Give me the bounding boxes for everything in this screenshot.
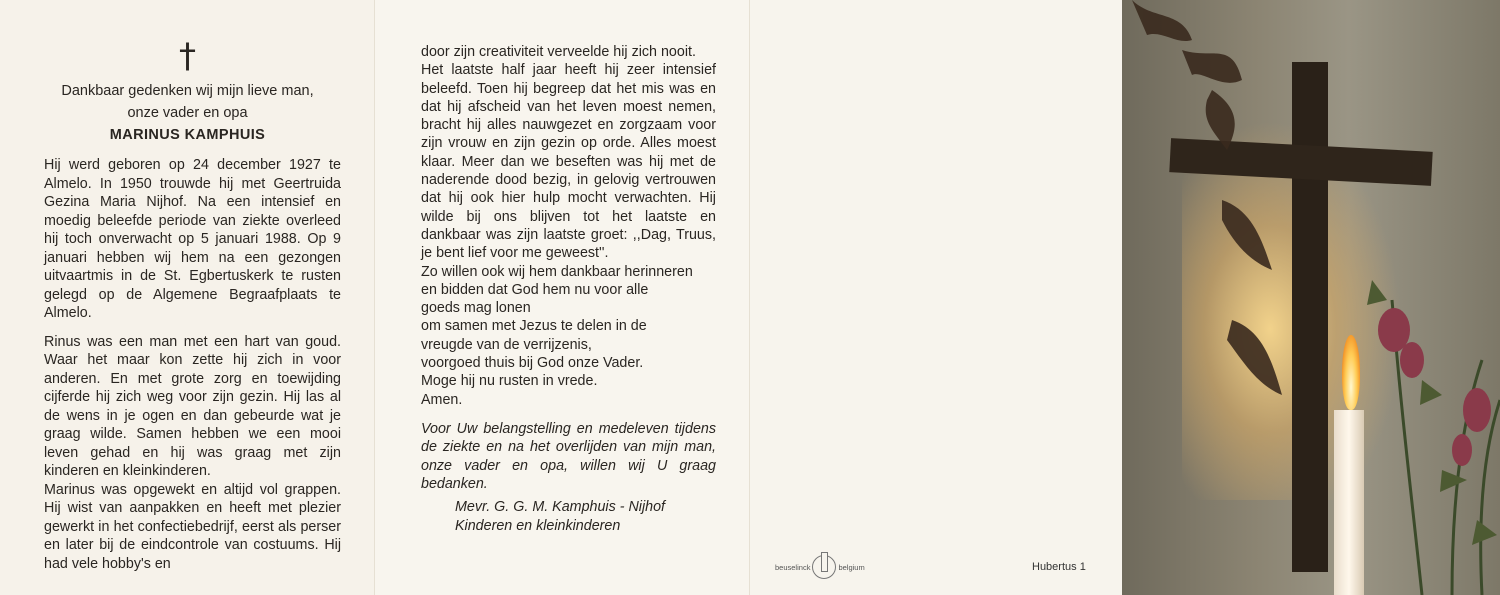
signature-family: Kinderen en kleinkinderen	[455, 518, 621, 535]
prayer-block	[421, 263, 716, 409]
dried-leaves-icon	[1122, 0, 1500, 595]
prayer-line: om samen met Jezus te delen in de	[421, 318, 647, 335]
left-text-panel	[0, 0, 375, 595]
continuation-paragraph: door zijn creativiteit verveelde hij zich nooit.	[421, 44, 696, 60]
cross-icon: †	[179, 36, 196, 76]
prayer-line: goeds mag lonen	[421, 300, 531, 317]
biography-paragraph-2: Rinus was een man met een hart van goud. Waar het maar kon zette hij zich in voor anderen. En met grote zorg en toewijding cijferde hij zich weg voor zijn gezin. Hij las al de wens in je ogen en dan gebeurde wat je graag wilde. Samen hebben we een mooi leven gehad en hij was graag met zijn kinderen en kleinkinderen.	[44, 333, 341, 479]
printer-country: belgium	[838, 562, 865, 572]
middle-text-panel	[375, 0, 750, 595]
deceased-name: MARINUS KAMPHUIS	[109, 127, 266, 143]
prayer-line: Amen.	[421, 391, 463, 408]
thanks-paragraph: Voor Uw belangstelling en medeleven tijdens de ziekte en na het overlijden van mijn man, onze vader en opa, willen wij U graag bedanken.	[421, 420, 716, 492]
last-months-paragraph: Het laatste half jaar heeft hij zeer intensief beleefd. Toen hij begreep dat het mis was en dat hij afscheid van het leven moest nemen, bracht hij alles nauwgezet en zorgzaam voor zijn vrouw en zijn gezin op orde. Alles moest klaar. Meer dan we beseften was hij met de naderende dood bezig, in gelovig vertrouwen dat hij ook hier hulp mocht verwachten. Hij wilde bij ons blijven tot het laatste en dankbaar was zijn laatste groet: ,,Dag, Truus, je bent lief voor me geweest''.	[421, 62, 716, 262]
cross-candle-photo	[1122, 0, 1500, 595]
intro-line-1: Dankbaar gedenken wij mijn lieve man,	[61, 83, 314, 99]
printer-mark	[775, 555, 865, 579]
prayer-line: Moge hij nu rusten in vrede.	[421, 373, 598, 390]
biography-paragraph-3: Marinus was opgewekt en altijd vol grappen. Hij wist van aanpakken en heeft met plezier gewerkt in het confectiebedrijf, eerst als perser en later bij de eindcontrole van costuums. Hij had vele hobby's en	[44, 481, 341, 572]
biography-paragraph-1: Hij werd geboren op 24 december 1927 te Almelo. In 1950 trouwde hij met Geertruida Gezina Maria Nijhof. Na een intensief en moedig beleefde periode van ziekte overleed hij toch onverwacht op 5 januari 1988. Op 9 januari hebben wij hem na een gezongen uitvaartmis in de St. Egbertuskerk te rusten gelegd op de Algemene Begraafplaats te Almelo.	[44, 157, 341, 321]
prayer-line: voorgoed thuis bij God onze Vader.	[421, 355, 644, 372]
card-code: Hubertus 1	[1032, 561, 1086, 573]
intro-line-2: onze vader en opa	[127, 105, 248, 121]
printer-logo-icon	[812, 555, 836, 579]
signature-widow: Mevr. G. G. M. Kamphuis - Nijhof	[455, 499, 665, 516]
printer-name: beuselinck	[775, 562, 811, 572]
prayer-line: Zo willen ook wij hem dankbaar herinneren	[421, 263, 693, 280]
prayer-line: en bidden dat God hem nu voor alle	[421, 281, 649, 298]
prayer-line: vreugde van de verrijzenis,	[421, 336, 592, 353]
blank-panel	[750, 0, 1122, 595]
